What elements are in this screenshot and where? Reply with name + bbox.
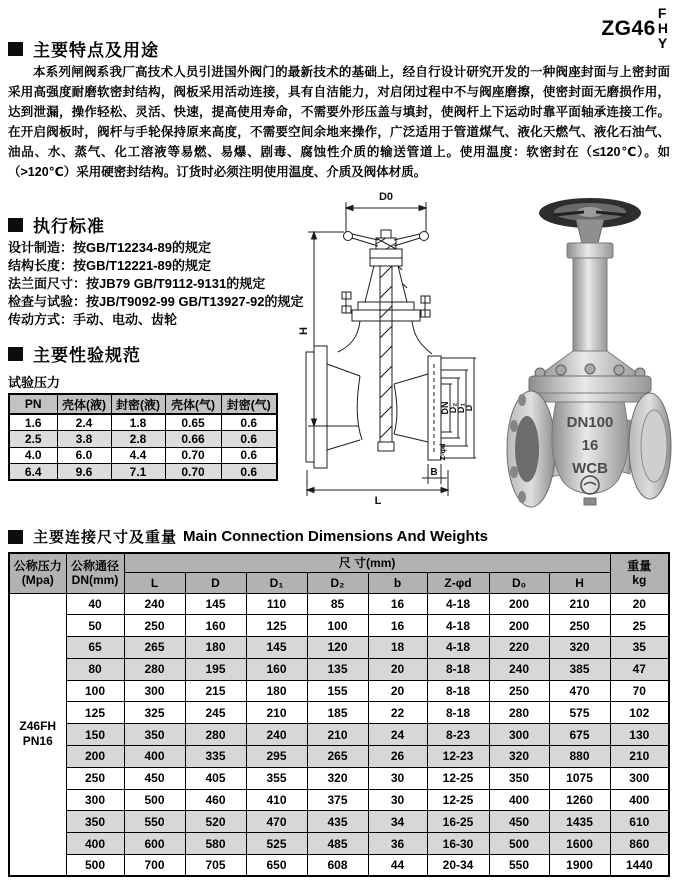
table-cell: 9.6 bbox=[57, 464, 111, 481]
table-cell: 280 bbox=[185, 724, 246, 746]
column-header: 壳体(液) bbox=[57, 394, 111, 414]
table-cell: 16 bbox=[368, 593, 427, 615]
table-cell: 300 bbox=[124, 680, 185, 702]
section-title-text: 执行标准 bbox=[33, 217, 105, 236]
dim-label-l: L bbox=[374, 495, 382, 507]
table-cell: 34 bbox=[368, 811, 427, 833]
table-cell: 0.70 bbox=[165, 447, 221, 464]
dim-label-h: H bbox=[298, 327, 310, 335]
dim-label-zphid: Z-φd bbox=[438, 443, 447, 461]
section-title-text-cn: 主要连接尺寸及重量 bbox=[33, 529, 178, 546]
table-cell: 0.6 bbox=[221, 464, 277, 481]
table-cell: 4.0 bbox=[9, 447, 57, 464]
table-cell: 1900 bbox=[549, 855, 610, 877]
dim-line-d0 bbox=[346, 202, 426, 232]
features-paragraph: 本系列闸阀系我厂高技术人员引进国外阀门的最新技术的基础上，经自行设计研究开发的一种阀座封面与上密封面采用高强度耐磨软密封结构，阀板采用活动连接，具有自洁能力，对启闭过程中不与阀座磨擦，使密封面无磨损作用，达到泄漏，操作轻松、灵活、快速，提高使用寿命，不需要外形压盖与填封，使阀杆上下运动时靠平面轴承连接工作。在开启阀板时，阀杆与手轮保持原来高度，不需要空间余地来操作，广泛适用于管道煤气、液化天燃气、液化石油气、油品、水、蒸气、化工溶液等易燃、易爆、剧毒、腐蚀性介质的输送管道上。使用温度：软密封在（≤120℃）。如（>120℃）采用硬密封结构。订货时必须注明使用温度、介质及阀体材质。 bbox=[8, 65, 670, 179]
dim-line-h bbox=[308, 232, 358, 426]
table-cell: 2.4 bbox=[57, 414, 111, 431]
table-cell: 250 bbox=[66, 767, 124, 789]
table-cell: 36 bbox=[368, 833, 427, 855]
handwheel-drawing bbox=[344, 230, 429, 249]
table-cell: 320 bbox=[489, 746, 549, 768]
table-cell: 320 bbox=[307, 767, 368, 789]
dim-label-d1: D₁ bbox=[456, 402, 466, 414]
table-row bbox=[9, 855, 669, 877]
table-cell: 185 bbox=[307, 702, 368, 724]
table-cell: 525 bbox=[246, 833, 307, 855]
table-header-row bbox=[9, 394, 277, 414]
table-cell: 8-18 bbox=[427, 680, 489, 702]
table-cell: 135 bbox=[307, 658, 368, 680]
dim-line-l bbox=[307, 470, 448, 496]
series-label: Z46FH PN16 bbox=[9, 593, 66, 876]
table-row bbox=[9, 702, 669, 724]
table-cell: 8-23 bbox=[427, 724, 489, 746]
dimensions-table bbox=[8, 552, 670, 877]
column-header: H bbox=[549, 572, 610, 593]
table-cell: 675 bbox=[549, 724, 610, 746]
table-cell: 1600 bbox=[549, 833, 610, 855]
dim-label-d0: D0 bbox=[378, 191, 394, 203]
table-header-row bbox=[9, 553, 669, 572]
table-cell: 16-25 bbox=[427, 811, 489, 833]
table-cell: 4.4 bbox=[111, 447, 165, 464]
table-cell: 0.70 bbox=[165, 464, 221, 481]
table-cell: 180 bbox=[185, 637, 246, 659]
table-cell: 20 bbox=[610, 593, 669, 615]
table-cell: 410 bbox=[246, 789, 307, 811]
table-row bbox=[9, 724, 669, 746]
dim-label-dn: DN bbox=[440, 401, 450, 415]
table-cell: 210 bbox=[307, 724, 368, 746]
standard-item: 法兰面尺寸：按JB79 GB/T9112-9131的规定 bbox=[8, 276, 266, 291]
table-cell: 320 bbox=[549, 637, 610, 659]
model-suffix-h: H bbox=[657, 20, 668, 36]
table-row bbox=[9, 658, 669, 680]
table-cell: 460 bbox=[185, 789, 246, 811]
table-cell: 40 bbox=[66, 593, 124, 615]
section-title-test bbox=[8, 341, 141, 366]
table-cell: 385 bbox=[549, 658, 610, 680]
column-header: D bbox=[185, 572, 246, 593]
table-cell: 400 bbox=[489, 789, 549, 811]
table-cell: 20 bbox=[368, 658, 427, 680]
table-cell: 4-18 bbox=[427, 637, 489, 659]
table-cell: 610 bbox=[610, 811, 669, 833]
table-cell: 44 bbox=[368, 855, 427, 877]
table-cell: 24 bbox=[368, 724, 427, 746]
column-header: D₁ bbox=[246, 572, 307, 593]
casting-mark-material: WCB bbox=[572, 460, 608, 477]
table-cell: 65 bbox=[66, 637, 124, 659]
table-cell: 160 bbox=[246, 658, 307, 680]
table-cell: 608 bbox=[307, 855, 368, 877]
table-row bbox=[9, 833, 669, 855]
table-cell: 18 bbox=[368, 637, 427, 659]
size-group-header: 尺 寸(mm) bbox=[124, 553, 610, 572]
column-header: Z-φd bbox=[427, 572, 489, 593]
table-cell: 30 bbox=[368, 789, 427, 811]
table-cell: 550 bbox=[124, 811, 185, 833]
table-cell: 200 bbox=[66, 746, 124, 768]
column-header: PN bbox=[9, 394, 57, 414]
table-cell: 220 bbox=[489, 637, 549, 659]
table-cell: 160 bbox=[185, 615, 246, 637]
table-cell: 0.6 bbox=[221, 447, 277, 464]
table-cell: 1260 bbox=[549, 789, 610, 811]
table-cell: 100 bbox=[66, 680, 124, 702]
table-cell: 47 bbox=[610, 658, 669, 680]
table-cell: 210 bbox=[610, 746, 669, 768]
table-cell: 435 bbox=[307, 811, 368, 833]
table-cell: 1440 bbox=[610, 855, 669, 877]
table-cell: 470 bbox=[549, 680, 610, 702]
table-cell: 500 bbox=[66, 855, 124, 877]
dim-label-d2: D₂ bbox=[448, 402, 458, 414]
table-cell: 400 bbox=[124, 746, 185, 768]
standard-item: 传动方式：手动、电动、齿轮 bbox=[8, 312, 178, 327]
bonnet-drawing bbox=[342, 249, 430, 442]
section-title-text: 主要特点及用途 bbox=[33, 41, 159, 60]
section-title-features bbox=[8, 36, 159, 61]
table-cell: 500 bbox=[124, 789, 185, 811]
table-row bbox=[9, 637, 669, 659]
table-cell: 20-34 bbox=[427, 855, 489, 877]
column-header: 壳体(气) bbox=[165, 394, 221, 414]
stem-column bbox=[573, 258, 607, 351]
drain-plug bbox=[584, 498, 596, 505]
table-cell: 1.8 bbox=[111, 414, 165, 431]
table-row bbox=[9, 615, 669, 637]
table-cell: 2.8 bbox=[111, 431, 165, 448]
section-title-dimensions bbox=[8, 526, 488, 547]
section-marker-icon bbox=[8, 218, 23, 232]
table-row bbox=[9, 447, 277, 464]
section-marker-icon bbox=[8, 347, 23, 361]
table-cell: 4-18 bbox=[427, 615, 489, 637]
table-cell: 325 bbox=[124, 702, 185, 724]
table-cell: 125 bbox=[246, 615, 307, 637]
table-cell: 0.6 bbox=[221, 431, 277, 448]
table-cell: 25 bbox=[610, 615, 669, 637]
table-cell: 85 bbox=[307, 593, 368, 615]
pressure-column-header: 公称压力 (Mpa) bbox=[9, 553, 66, 593]
section-marker-icon bbox=[8, 530, 23, 544]
table-cell: 20 bbox=[368, 680, 427, 702]
table-row bbox=[9, 789, 669, 811]
standards-list bbox=[8, 239, 338, 329]
left-flange bbox=[507, 391, 555, 507]
casting-mark-pn: 16 bbox=[581, 437, 599, 454]
table-cell: 80 bbox=[66, 658, 124, 680]
standard-item: 设计制造：按GB/T12234-89的规定 bbox=[8, 240, 211, 255]
table-cell: 350 bbox=[66, 811, 124, 833]
valve-photo-illustration bbox=[507, 198, 671, 507]
table-cell: 8-18 bbox=[427, 702, 489, 724]
table-cell: 22 bbox=[368, 702, 427, 724]
test-pressure-table bbox=[8, 393, 278, 481]
table-cell: 705 bbox=[185, 855, 246, 877]
valve-photo bbox=[504, 186, 676, 520]
standard-item: 结构长度：按GB/T12221-89的规定 bbox=[8, 258, 211, 273]
table-cell: 7.1 bbox=[111, 464, 165, 481]
section-title-text: 主要性验规范 bbox=[33, 346, 141, 365]
table-cell: 50 bbox=[66, 615, 124, 637]
table-cell: 125 bbox=[66, 702, 124, 724]
table-cell: 450 bbox=[124, 767, 185, 789]
section-title-text-en: Main Connection Dimensions And Weights bbox=[183, 528, 489, 545]
table-cell: 16-30 bbox=[427, 833, 489, 855]
table-cell: 485 bbox=[307, 833, 368, 855]
right-flange bbox=[629, 393, 671, 499]
table-cell: 250 bbox=[124, 615, 185, 637]
table-cell: 70 bbox=[610, 680, 669, 702]
table-cell: 280 bbox=[489, 702, 549, 724]
table-cell: 265 bbox=[124, 637, 185, 659]
standard-item: 检查与试验：按JB/T9092-99 GB/T13927-92的规定 bbox=[8, 294, 304, 309]
table-cell: 16 bbox=[368, 615, 427, 637]
table-cell: 600 bbox=[124, 833, 185, 855]
table-cell: 700 bbox=[124, 855, 185, 877]
table-cell: 35 bbox=[610, 637, 669, 659]
table-cell: 8-18 bbox=[427, 658, 489, 680]
table-cell: 280 bbox=[124, 658, 185, 680]
table-cell: 145 bbox=[185, 593, 246, 615]
table-cell: 1075 bbox=[549, 767, 610, 789]
column-header: 封密(液) bbox=[111, 394, 165, 414]
table-row bbox=[9, 593, 669, 615]
dn-column-header: 公称通径 DN(mm) bbox=[66, 553, 124, 593]
table-cell: 500 bbox=[489, 833, 549, 855]
table-row bbox=[9, 431, 277, 448]
weight-column-header: 重量 kg bbox=[610, 553, 669, 593]
table-cell: 1435 bbox=[549, 811, 610, 833]
table-cell: 150 bbox=[66, 724, 124, 746]
table-cell: 300 bbox=[610, 767, 669, 789]
column-header: b bbox=[368, 572, 427, 593]
table-cell: 26 bbox=[368, 746, 427, 768]
gland-block bbox=[567, 243, 613, 258]
table-cell: 450 bbox=[489, 811, 549, 833]
table-cell: 575 bbox=[549, 702, 610, 724]
table-cell: 0.6 bbox=[221, 414, 277, 431]
model-code bbox=[601, 6, 668, 51]
table-cell: 520 bbox=[185, 811, 246, 833]
table-cell: 250 bbox=[549, 615, 610, 637]
table-cell: 210 bbox=[246, 702, 307, 724]
table-cell: 355 bbox=[246, 767, 307, 789]
table-cell: 110 bbox=[246, 593, 307, 615]
table-cell: 375 bbox=[307, 789, 368, 811]
test-pressure-label: 试验压力 bbox=[8, 375, 61, 390]
table-row bbox=[9, 746, 669, 768]
table-row bbox=[9, 680, 669, 702]
table-cell: 650 bbox=[246, 855, 307, 877]
table-cell: 470 bbox=[246, 811, 307, 833]
column-header: L bbox=[124, 572, 185, 593]
table-cell: 102 bbox=[610, 702, 669, 724]
table-row bbox=[9, 767, 669, 789]
table-cell: 4-18 bbox=[427, 593, 489, 615]
table-cell: 300 bbox=[489, 724, 549, 746]
dim-label-d: D bbox=[464, 404, 474, 412]
table-cell: 240 bbox=[246, 724, 307, 746]
table-cell: 12-25 bbox=[427, 789, 489, 811]
table-cell: 12-25 bbox=[427, 767, 489, 789]
table-cell: 120 bbox=[307, 637, 368, 659]
table-cell: 350 bbox=[489, 767, 549, 789]
table-cell: 180 bbox=[246, 680, 307, 702]
table-cell: 400 bbox=[66, 833, 124, 855]
table-cell: 210 bbox=[549, 593, 610, 615]
table-cell: 6.4 bbox=[9, 464, 57, 481]
model-code-suffixes bbox=[658, 6, 668, 51]
table-cell: 1.6 bbox=[9, 414, 57, 431]
table-cell: 405 bbox=[185, 767, 246, 789]
section-marker-icon bbox=[8, 42, 23, 56]
table-cell: 300 bbox=[66, 789, 124, 811]
table-cell: 250 bbox=[489, 680, 549, 702]
table-cell: 0.65 bbox=[165, 414, 221, 431]
table-cell: 6.0 bbox=[57, 447, 111, 464]
table-cell: 100 bbox=[307, 615, 368, 637]
model-suffix-y: Y bbox=[657, 35, 668, 51]
table-cell: 245 bbox=[185, 702, 246, 724]
section-title-standards bbox=[8, 212, 105, 237]
handwheel-photo bbox=[539, 198, 641, 243]
table-row bbox=[9, 811, 669, 833]
table-cell: 335 bbox=[185, 746, 246, 768]
table-cell: 30 bbox=[368, 767, 427, 789]
model-suffix-f: F bbox=[657, 5, 667, 21]
table-cell: 155 bbox=[307, 680, 368, 702]
column-header: 封密(气) bbox=[221, 394, 277, 414]
table-cell: 2.5 bbox=[9, 431, 57, 448]
table-cell: 3.8 bbox=[57, 431, 111, 448]
table-cell: 130 bbox=[610, 724, 669, 746]
dim-label-b: B bbox=[430, 467, 438, 478]
model-code-main: ZG46 bbox=[601, 17, 656, 40]
table-cell: 0.66 bbox=[165, 431, 221, 448]
table-cell: 295 bbox=[246, 746, 307, 768]
table-cell: 265 bbox=[307, 746, 368, 768]
valve-body-drawing bbox=[306, 321, 441, 468]
table-row bbox=[9, 414, 277, 431]
table-cell: 550 bbox=[489, 855, 549, 877]
valve-cross-section-drawing bbox=[298, 188, 514, 522]
table-cell: 200 bbox=[489, 615, 549, 637]
table-cell: 240 bbox=[489, 658, 549, 680]
casting-mark-dn: DN100 bbox=[566, 414, 614, 431]
column-header: D₂ bbox=[307, 572, 368, 593]
table-cell: 195 bbox=[185, 658, 246, 680]
table-row bbox=[9, 464, 277, 481]
table-cell: 215 bbox=[185, 680, 246, 702]
table-cell: 145 bbox=[246, 637, 307, 659]
column-header: D₀ bbox=[489, 572, 549, 593]
table-cell: 200 bbox=[489, 593, 549, 615]
table-cell: 880 bbox=[549, 746, 610, 768]
table-cell: 240 bbox=[124, 593, 185, 615]
table-cell: 580 bbox=[185, 833, 246, 855]
table-cell: 860 bbox=[610, 833, 669, 855]
table-cell: 12-23 bbox=[427, 746, 489, 768]
table-cell: 350 bbox=[124, 724, 185, 746]
table-cell: 400 bbox=[610, 789, 669, 811]
